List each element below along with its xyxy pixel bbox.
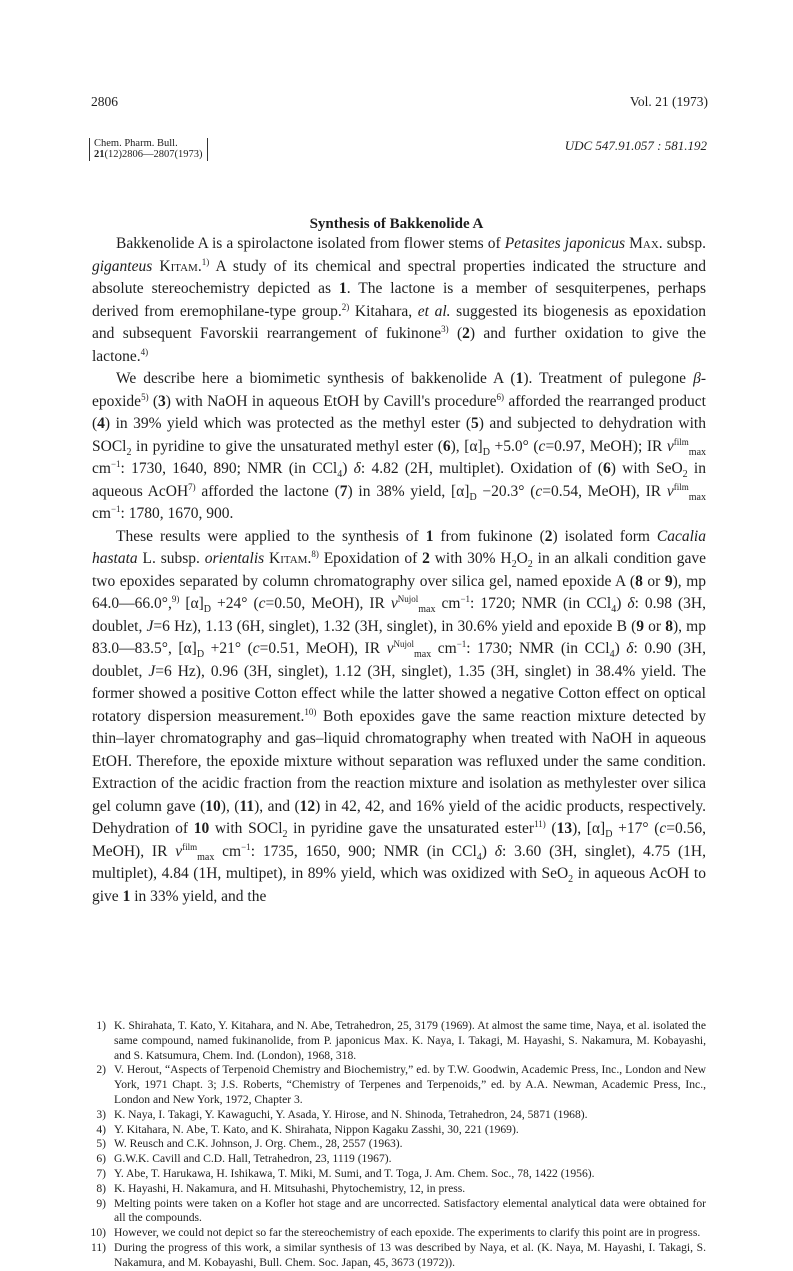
footnote [84, 1167, 706, 1182]
footnote [84, 1019, 706, 1063]
footnote-text: However, we could not depict so far the stereochemistry of each epoxide. The experiments to clarify this point are in progress. [114, 1226, 701, 1240]
paragraph-3: These results were applied to the synthesis of 1 from fukinone (2) isolated form Cacalia hastata L. subsp. orientalis Kitam.$^{8)}$ Epoxidation of 2 with 30% $H_2O_2$ in an alkali condition gave two epoxides separated by column chromatography over silica gel, named epoxide A (8 or 9), mp 64.0—66.0°,$^{9)}$ $[\alpha]_D +24^\circ$ (c=0.50, MeOH), IR $\nu^{Nujol}_{max}$ $cm^{-1}$: 1720; NMR (in CCl$_4$) δ: 0.98 (3H, doublet, J=6 Hz), 1.13 (6H, singlet), 1.32 (3H, singlet), in 30.6% yield and epoxide B (9 or 8), mp 83.0—83.5°, $[\alpha]_D +21^\circ$ (c=0.51, MeOH), IR $\nu^{Nujol}_{max}$ $cm^{-1}$: 1730; NMR (in CCl$_4$) δ: 0.90 (3H, doublet, J=6 Hz), 0.96 (3H, singlet), 1.12 (3H, singlet), 1.35 (3H, singlet) in 38.4% yield. The former showed a positive Cotton effect while the latter showed a negative Cotton effect on optical rotatory dispersion measurement.$^{10)}$ Both epoxides gave the same reaction mixture detected by thin–layer chromatography and gas–liquid chromatography when treated with NaOH in aqueous EtOH. Therefore, the epoxide mixture without separation was refluxed under the same condition. Extraction of the acidic fraction from the reaction mixture and isolation as methylester over silica gel column gave (10), (11), and (12) in 42, 42, and 16% yield of the acidic products, respectively. Dehydration of 10 with SOCl$_2$ in pyridine gave the unsaturated ester$^{11)}$ (13), $[\alpha]_D +17^\circ$ (c=0.56, MeOH), IR $\nu^{film}_{max}$ $cm^{-1}$: 1735, 1650, 900; NMR (in CCl$_4$) δ: 3.60 (3H, singlet), 4.75 (1H, multiplet), 4.84 (1H, multipet), in 89% yield, which was oxidized with SeO$_2$ in aqueous AcOH to give 1 in 33% yield, and the [92, 527, 707, 905]
footnote-text: During the progress of this work, a similar synthesis of 13 was described by Naya, et al. (K. Naya, M. Hayashi, I. Takagi, S. Nakamura, and M. Kobayashi, Bull. Chem. Soc. Japan, 45, 3673 (1972)). [114, 1240, 706, 1269]
volume-label: Vol. 21 (1973) [629, 94, 708, 109]
footnote [84, 1152, 706, 1167]
footnote-number: 5) [96, 1137, 106, 1151]
footnotes [84, 1019, 706, 1271]
footnote [84, 1241, 706, 1271]
footnote-text: K. Naya, I. Takagi, Y. Kawaguchi, Y. Asada, Y. Hirose, and N. Shinoda, Tetrahedron, 24, 5871 (1968). [114, 1107, 588, 1121]
footnote-text: K. Hayashi, H. Nakamura, and H. Mitsuhashi, Phytochemistry, 12, in press. [114, 1181, 466, 1195]
journal-citation [89, 138, 208, 161]
footnote-number: 1) [96, 1019, 106, 1032]
article-title: Synthesis of Bakkenolide A [309, 216, 484, 232]
footnote-number: 6) [96, 1152, 106, 1166]
footnote-number: 2) [96, 1063, 106, 1077]
footnote [84, 1226, 706, 1241]
footnote [84, 1063, 706, 1107]
footnote-text: G.W.K. Cavill and C.D. Hall, Tetrahedron, 23, 1119 (1967). [114, 1152, 392, 1166]
citation-pages: (12)2806—2807(1973) [104, 148, 203, 160]
footnote-number: 4) [96, 1122, 106, 1136]
citation-journal: Chem. Pharm. Bull. [94, 138, 178, 149]
footnote-number: 7) [96, 1166, 106, 1180]
citation-issue [94, 150, 203, 161]
running-header [91, 94, 708, 112]
footnote-number: 10) [90, 1226, 106, 1240]
footnote-text: Y. Abe, T. Harukawa, H. Ishikawa, T. Miki, M. Sumi, and T. Toga, J. Am. Chem. Soc., 78, 1422 (1956). [114, 1166, 595, 1180]
footnote-number: 8) [96, 1181, 106, 1195]
udc-code: UDC 547.91.057 : 581.192 [564, 138, 707, 153]
footnote [84, 1197, 706, 1227]
footnote [84, 1182, 706, 1197]
footnote-text: Y. Kitahara, N. Abe, T. Kato, and K. Shirahata, Nippon Kagaku Zasshi, 30, 221 (1969). [114, 1122, 519, 1136]
footnote-text: W. Reusch and C.K. Johnson, J. Org. Chem., 28, 2557 (1963). [114, 1137, 403, 1151]
citation-volume: 21 [94, 148, 105, 160]
article-body [92, 233, 706, 908]
paragraph-1: Bakkenolide A is a spirolactone isolated from flower stems of Petasites japonicus Max. subsp. giganteus Kitam.$^{1)}$ A study of its chemical and spectral properties indicated the structure and absolute stereochemistry depicted as 1. The lactone is a member of sesquiterpenes, perhaps derived from eremophilane-type group.$^{2)}$ Kitahara, et al. suggested its biogenesis as epoxidation and subsequent Favorskii rearrangement of fukinone$^{3)}$ (2) and further oxidation to give the lactone.$^{4)}$ [92, 235, 707, 365]
footnote-text: V. Herout, “Aspects of Terpenoid Chemistry and Biochemistry,” ed. by T.W. Goodwin, Academic Press, Inc., London and New York, 1971 Chapt. 3; J.S. Roberts, “Chemistry of Terpenes and Terpenoids,” ed. by A.A. Newman, Academic Press, Inc., London and New York, 1972, Chapter 3. [114, 1063, 706, 1106]
footnote [84, 1108, 706, 1123]
footnote-text: K. Shirahata, T. Kato, Y. Kitahara, and N. Abe, Tetrahedron, 25, 3179 (1969). At almost the same time, Naya, et al. isolated the same compound, named fukinanolide, from P. japonicus Max. K. Naya, I. Takagi, M. Hayashi, S. Nakamura, M. Kobayashi, and S. Katsumura, Chem. Ind. (London), 1968, 318. [114, 1019, 706, 1062]
paragraph-2: We describe here a biomimetic synthesis of bakkenolide A (1). Treatment of pulegone β-epoxide$^{5)}$ (3) with NaOH in aqueous EtOH by Cavill's procedure$^{6)}$ afforded the rearranged product (4) in 39% yield which was protected as the methyl ester (5) and subjected to dehydration with SOCl$_2$ in pyridine to give the unsaturated methyl ester (6), $[\alpha]_D +5.0^\circ$ (c=0.97, MeOH); IR $\nu^{film}_{max}$ $cm^{-1}$: 1730, 1640, 890; NMR (in CCl$_4$) δ: 4.82 (2H, multiplet). Oxidation of (6) with SeO$_2$ in aqueous AcOH$^{7)}$ afforded the lactone (7) in 38% yield, $[\alpha]_D -20.3^\circ$ (c=0.54, MeOH), IR $\nu^{film}_{max}$ $cm^{-1}$: 1780, 1670, 900. [92, 370, 707, 522]
footnote-number: 9) [96, 1196, 106, 1210]
footnote [84, 1137, 706, 1152]
footnote [84, 1123, 706, 1138]
footnote-number: 3) [96, 1107, 106, 1121]
footnote-number: 11) [90, 1240, 106, 1254]
footnote-text: Melting points were taken on a Kofler hot stage and are uncorrected. Satisfactory elemental analytical data were obtained for all the compounds. [114, 1196, 706, 1225]
page-number: 2806 [91, 94, 118, 109]
